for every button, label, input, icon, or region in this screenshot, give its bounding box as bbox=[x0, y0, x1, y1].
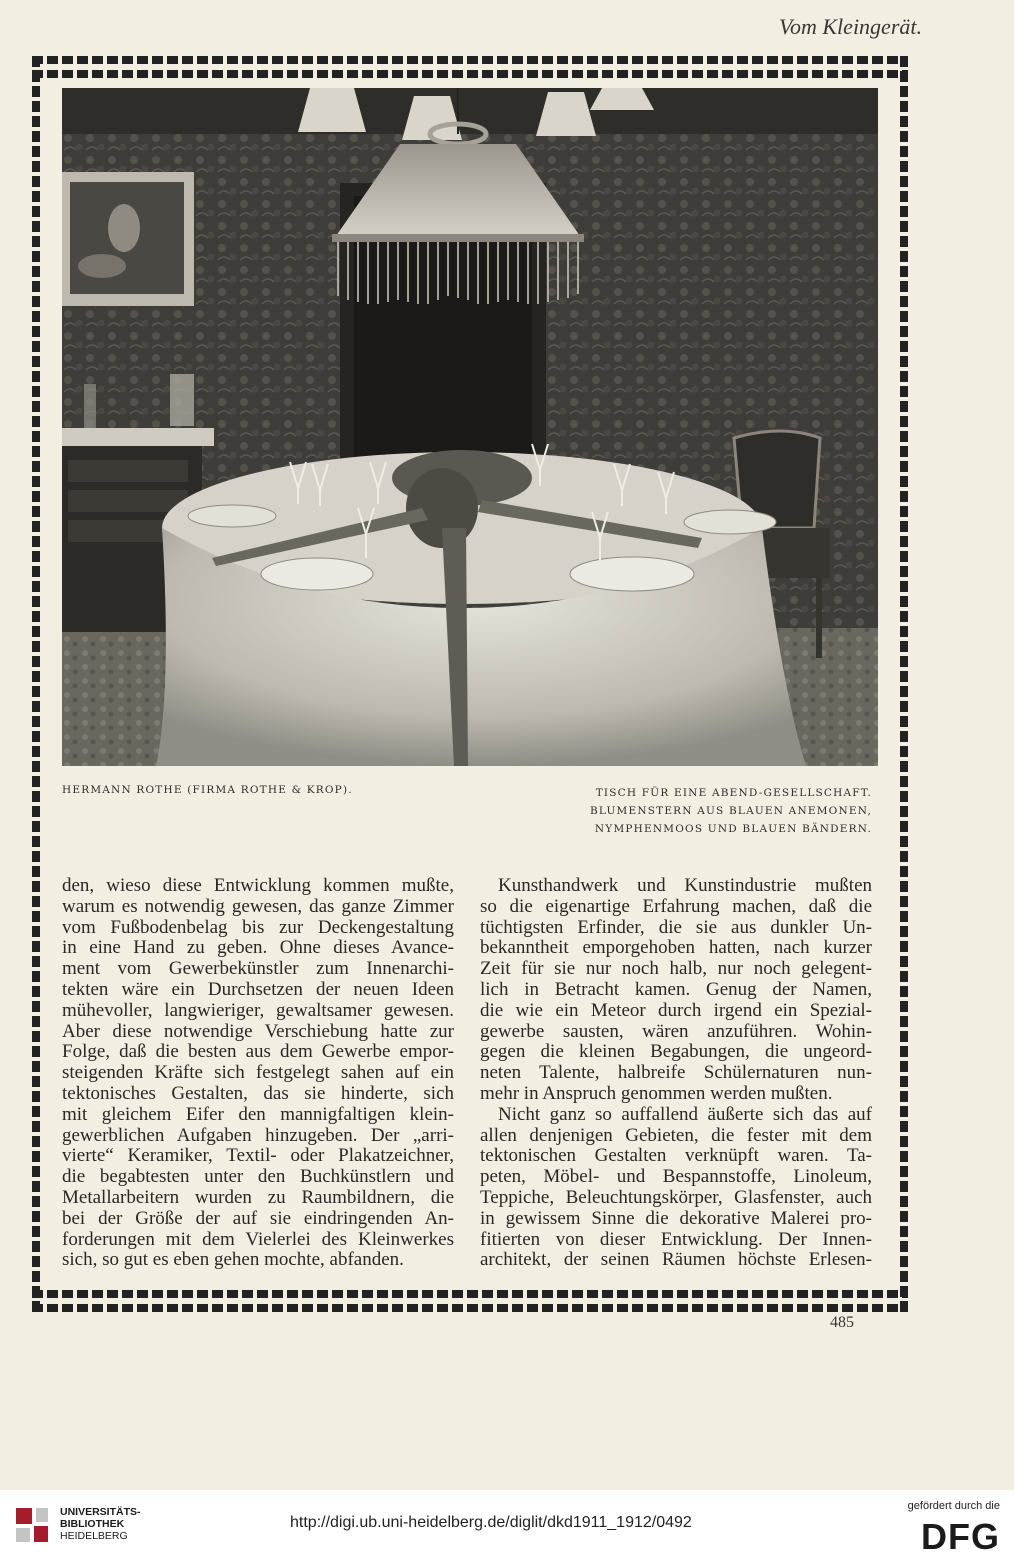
text-line: bekanntheit emporgehoben hatten, nach kurzer bbox=[480, 937, 872, 959]
body-column-left bbox=[62, 876, 454, 1271]
library-line: HEIDELBERG bbox=[60, 1530, 128, 1542]
text-line: forderungen mit dem Vielerlei des Kleinwerkes bbox=[62, 1228, 454, 1250]
running-title: Vom Kleingerät. bbox=[779, 14, 922, 39]
caption-line: BLUMENSTERN AUS BLAUEN ANEMONEN, bbox=[589, 805, 872, 817]
frame-left bbox=[32, 56, 40, 1312]
text-line: vierte“ Keramiker, Textil- oder Plakatzeichner, bbox=[62, 1145, 454, 1167]
frame-top bbox=[32, 56, 908, 64]
text-line: gewerblichen Aufgaben hinzugeben. Der „arri- bbox=[62, 1124, 454, 1146]
text-line: tüchtigsten Erfinder, die sie aus dunkler Un- bbox=[480, 916, 872, 938]
text-line: in eine Hand zu geben. Ohne dieses Avance- bbox=[62, 937, 454, 959]
text-line: Nicht ganz so auffallend äußerte sich das auf bbox=[498, 1103, 872, 1125]
text-line: bei der Größe der auf sie eindringenden An- bbox=[62, 1207, 454, 1229]
caption-line: TISCH FÜR EINE ABEND-GESELLSCHAFT. bbox=[595, 787, 872, 799]
text-line: vom Fußbodenbelag bis zur Deckengestaltung bbox=[62, 916, 454, 938]
text-line: warum es notwendig gewesen, das ganze Zimmer bbox=[62, 895, 454, 917]
text-line: ment vom Gewerbekünstler zum Innenarchi- bbox=[62, 958, 454, 980]
text-line: Aber diese notwendige Verschiebung hatte zur bbox=[62, 1020, 454, 1042]
text-line: Metallarbeitern wurden zu Raumbildnern, die bbox=[62, 1186, 454, 1208]
text-line: mit gleichem Eifer den mannigfaltigen klein- bbox=[62, 1103, 454, 1125]
frame-top-inner bbox=[32, 70, 908, 78]
text-line: Folge, daß die besten aus dem Gewerbe empor- bbox=[62, 1041, 454, 1063]
text-line: in gewissem Sinne die dekorative Malerei pro- bbox=[480, 1207, 872, 1229]
text-line: tektonischen Gestalten verknüpft waren. Ta- bbox=[480, 1145, 872, 1167]
text-line: Zeit für sie nur noch halb, nur noch gelegent- bbox=[480, 958, 872, 980]
funded-by-label: gefördert durch die bbox=[907, 1500, 1000, 1512]
text-line: lich in Betracht kamen. Genug der Namen, bbox=[480, 978, 872, 1000]
table-photograph bbox=[62, 88, 878, 766]
permalink-url[interactable]: http://digi.ub.uni-heidelberg.de/diglit/dkd1911_1912/0492 bbox=[290, 1514, 692, 1531]
text-line: den, wieso diese Entwicklung kommen mußte, bbox=[62, 875, 454, 896]
photo-credit-caption: HERMANN ROTHE (FIRMA ROTHE & KROP). bbox=[62, 784, 353, 796]
text-line: Teppiche, Beleuchtungskörper, Glasfenster, auch bbox=[480, 1186, 872, 1208]
text-line: Kunsthandwerk und Kunstindustrie mußten bbox=[498, 875, 872, 896]
university-library-logo-icon bbox=[10, 1502, 52, 1548]
dfg-logo: DFG bbox=[921, 1516, 1000, 1557]
text-line: neten Talente, halbreife Schülernaturen nun- bbox=[480, 1062, 872, 1084]
body-column-right bbox=[480, 876, 872, 1271]
library-name bbox=[60, 1506, 141, 1542]
page-number: 485 bbox=[830, 1314, 854, 1331]
text-line: peten, Möbel- und Bespannstoffe, Linoleum, bbox=[480, 1166, 872, 1188]
text-line: die begabtesten unter den Buchkünstlern und bbox=[62, 1166, 454, 1188]
library-line: BIBLIOTHEK bbox=[60, 1518, 125, 1530]
text-line: mühevoller, langwieriger, gewaltsamer gewesen. bbox=[62, 999, 454, 1021]
caption-line: NYMPHENMOOS UND BLAUEN BÄNDERN. bbox=[594, 823, 872, 835]
text-line: fitierten von dieser Entwicklung. Der Innen- bbox=[480, 1228, 872, 1250]
text-line: gewerbe sausten, wären anzuführen. Wohin- bbox=[480, 1020, 872, 1042]
text-line: architekt, der seinen Räumen höchste Erlesen- bbox=[480, 1249, 872, 1271]
text-line: gegen die kleinen Begabungen, die ungeord- bbox=[480, 1041, 872, 1063]
frame-right bbox=[900, 56, 908, 1312]
photo-description-caption bbox=[552, 784, 872, 838]
text-line: allen denjenigen Gebieten, die fester mit dem bbox=[480, 1124, 872, 1146]
frame-bottom bbox=[32, 1290, 908, 1298]
digitization-footer bbox=[0, 1490, 1014, 1564]
library-line: UNIVERSITÄTS- bbox=[60, 1506, 141, 1518]
frame-bottom-inner bbox=[32, 1304, 908, 1312]
text-line: tekten wäre ein Durchsetzen der neuen Ideen bbox=[62, 978, 454, 1000]
text-line: so die eigenartige Erfahrung machen, daß die bbox=[480, 895, 872, 917]
text-line: die wie ein Meteor durch irgend ein Spezial- bbox=[480, 999, 872, 1021]
text-line: mehr in Anspruch genommen werden mußten. bbox=[480, 1082, 833, 1104]
text-line: sich, so gut es eben gehen mochte, abfanden. bbox=[62, 1249, 404, 1271]
text-line: tektonisches Gestalten, das sie hinderte, sich bbox=[62, 1082, 454, 1104]
text-line: steigenden Kräfte sich festgelegt sahen auf ein bbox=[62, 1062, 454, 1084]
